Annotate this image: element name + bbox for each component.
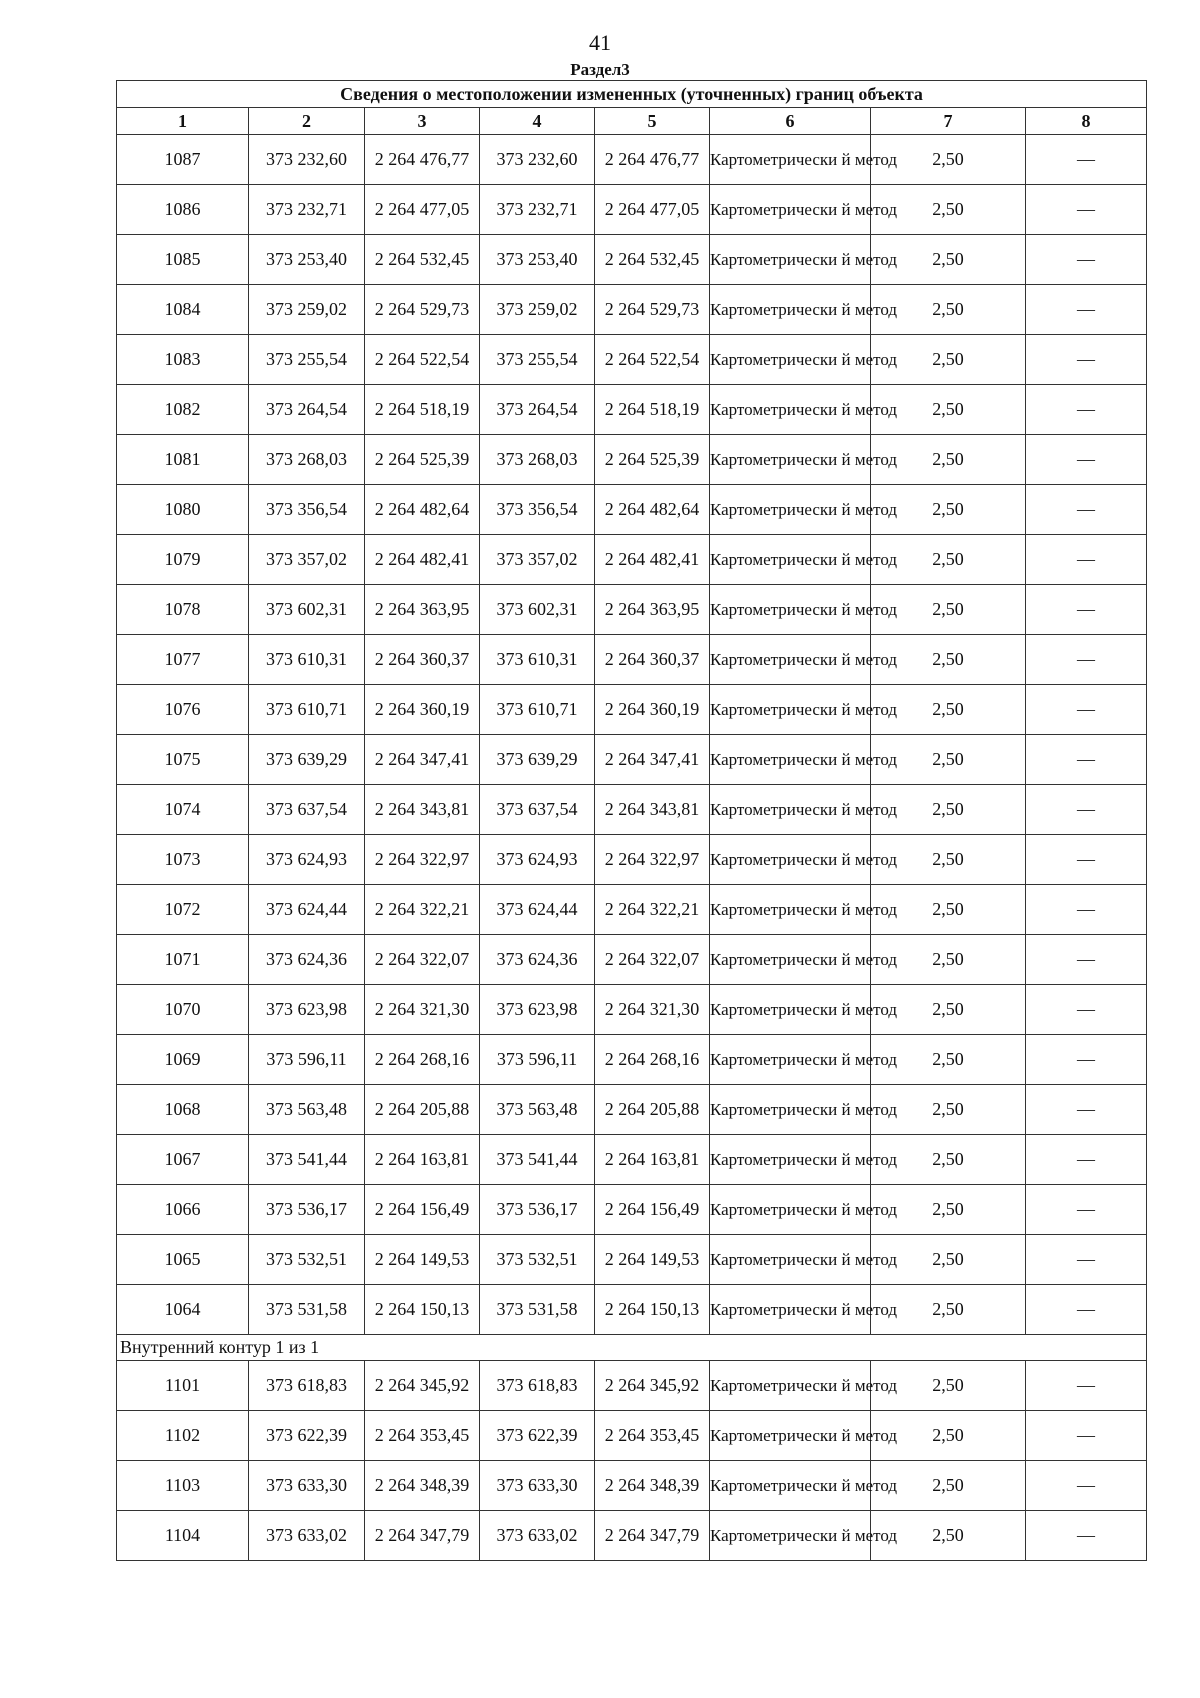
point-number-cell: 1084 (117, 285, 249, 335)
point-number-cell: 1074 (117, 785, 249, 835)
x-coordinate-new-cell: 373 596,11 (480, 1035, 595, 1085)
table-row (117, 585, 1147, 635)
y-coordinate-cell: 2 264 343,81 (365, 785, 480, 835)
x-coordinate-new-cell: 373 624,93 (480, 835, 595, 885)
y-coordinate-new-cell: 2 264 322,97 (595, 835, 710, 885)
x-coordinate-cell: 373 602,31 (249, 585, 365, 635)
accuracy-cell: 2,50 (871, 1511, 1026, 1561)
point-number-cell: 1072 (117, 885, 249, 935)
accuracy-cell: 2,50 (871, 1235, 1026, 1285)
column-header: 4 (480, 108, 595, 135)
x-coordinate-cell: 373 541,44 (249, 1135, 365, 1185)
table-row (117, 835, 1147, 885)
table-row (117, 1235, 1147, 1285)
y-coordinate-cell: 2 264 363,95 (365, 585, 480, 635)
method-cell: Картометрически й метод (710, 835, 871, 885)
point-number-cell: 1078 (117, 585, 249, 635)
method-cell: Картометрически й метод (710, 1235, 871, 1285)
method-cell: Картометрически й метод (710, 1135, 871, 1185)
point-number-cell: 1067 (117, 1135, 249, 1185)
method-cell: Картометрически й метод (710, 1411, 871, 1461)
x-coordinate-cell: 373 633,30 (249, 1461, 365, 1511)
x-coordinate-cell: 373 610,31 (249, 635, 365, 685)
table-row (117, 1285, 1147, 1335)
column-header: 2 (249, 108, 365, 135)
y-coordinate-new-cell: 2 264 518,19 (595, 385, 710, 435)
table-row (117, 1085, 1147, 1135)
y-coordinate-cell: 2 264 322,97 (365, 835, 480, 885)
description-cell: — (1026, 1135, 1147, 1185)
point-number-cell: 1087 (117, 135, 249, 185)
x-coordinate-cell: 373 633,02 (249, 1511, 365, 1561)
y-coordinate-new-cell: 2 264 322,07 (595, 935, 710, 985)
description-cell: — (1026, 1085, 1147, 1135)
y-coordinate-new-cell: 2 264 529,73 (595, 285, 710, 335)
accuracy-cell: 2,50 (871, 1461, 1026, 1511)
accuracy-cell: 2,50 (871, 235, 1026, 285)
method-cell: Картометрически й метод (710, 935, 871, 985)
description-cell: — (1026, 835, 1147, 885)
description-cell: — (1026, 1235, 1147, 1285)
x-coordinate-cell: 373 259,02 (249, 285, 365, 335)
y-coordinate-cell: 2 264 482,41 (365, 535, 480, 585)
point-number-cell: 1069 (117, 1035, 249, 1085)
description-cell: — (1026, 185, 1147, 235)
y-coordinate-new-cell: 2 264 347,41 (595, 735, 710, 785)
y-coordinate-cell: 2 264 522,54 (365, 335, 480, 385)
x-coordinate-new-cell: 373 232,71 (480, 185, 595, 235)
y-coordinate-new-cell: 2 264 347,79 (595, 1511, 710, 1561)
method-cell: Картометрически й метод (710, 885, 871, 935)
contour-label-row (117, 1335, 1147, 1361)
table-row (117, 1035, 1147, 1085)
x-coordinate-new-cell: 373 541,44 (480, 1135, 595, 1185)
accuracy-cell: 2,50 (871, 535, 1026, 585)
x-coordinate-new-cell: 373 623,98 (480, 985, 595, 1035)
point-number-cell: 1080 (117, 485, 249, 535)
y-coordinate-new-cell: 2 264 525,39 (595, 435, 710, 485)
x-coordinate-cell: 373 563,48 (249, 1085, 365, 1135)
y-coordinate-cell: 2 264 529,73 (365, 285, 480, 335)
table-row (117, 735, 1147, 785)
method-cell: Картометрически й метод (710, 1511, 871, 1561)
description-cell: — (1026, 135, 1147, 185)
y-coordinate-new-cell: 2 264 345,92 (595, 1361, 710, 1411)
description-cell: — (1026, 935, 1147, 985)
table-header-row (117, 108, 1147, 135)
point-number-cell: 1064 (117, 1285, 249, 1335)
x-coordinate-new-cell: 373 622,39 (480, 1411, 595, 1461)
y-coordinate-cell: 2 264 532,45 (365, 235, 480, 285)
x-coordinate-new-cell: 373 633,30 (480, 1461, 595, 1511)
x-coordinate-cell: 373 624,44 (249, 885, 365, 935)
point-number-cell: 1101 (117, 1361, 249, 1411)
table-row (117, 435, 1147, 485)
x-coordinate-new-cell: 373 610,31 (480, 635, 595, 685)
x-coordinate-new-cell: 373 259,02 (480, 285, 595, 335)
point-number-cell: 1086 (117, 185, 249, 235)
y-coordinate-cell: 2 264 477,05 (365, 185, 480, 235)
table-row (117, 385, 1147, 435)
description-cell: — (1026, 1035, 1147, 1085)
contour-label: Внутренний контур 1 из 1 (117, 1335, 1147, 1361)
description-cell: — (1026, 585, 1147, 635)
accuracy-cell: 2,50 (871, 435, 1026, 485)
description-cell: — (1026, 735, 1147, 785)
y-coordinate-cell: 2 264 150,13 (365, 1285, 480, 1335)
accuracy-cell: 2,50 (871, 585, 1026, 635)
x-coordinate-new-cell: 373 633,02 (480, 1511, 595, 1561)
table-row (117, 535, 1147, 585)
x-coordinate-new-cell: 373 356,54 (480, 485, 595, 535)
description-cell: — (1026, 535, 1147, 585)
x-coordinate-cell: 373 531,58 (249, 1285, 365, 1335)
table-row (117, 235, 1147, 285)
point-number-cell: 1066 (117, 1185, 249, 1235)
point-number-cell: 1073 (117, 835, 249, 885)
y-coordinate-new-cell: 2 264 532,45 (595, 235, 710, 285)
y-coordinate-new-cell: 2 264 163,81 (595, 1135, 710, 1185)
column-header: 1 (117, 108, 249, 135)
x-coordinate-new-cell: 373 531,58 (480, 1285, 595, 1335)
method-cell: Картометрически й метод (710, 1085, 871, 1135)
y-coordinate-new-cell: 2 264 149,53 (595, 1235, 710, 1285)
y-coordinate-new-cell: 2 264 477,05 (595, 185, 710, 235)
description-cell: — (1026, 685, 1147, 735)
table-row (117, 335, 1147, 385)
y-coordinate-cell: 2 264 347,79 (365, 1511, 480, 1561)
y-coordinate-cell: 2 264 149,53 (365, 1235, 480, 1285)
section-title: Раздел3 (570, 60, 630, 79)
y-coordinate-cell: 2 264 360,37 (365, 635, 480, 685)
method-cell: Картометрически й метод (710, 485, 871, 535)
method-cell: Картометрически й метод (710, 735, 871, 785)
y-coordinate-cell: 2 264 345,92 (365, 1361, 480, 1411)
accuracy-cell: 2,50 (871, 735, 1026, 785)
method-cell: Картометрически й метод (710, 685, 871, 735)
y-coordinate-new-cell: 2 264 268,16 (595, 1035, 710, 1085)
column-header: 7 (871, 108, 1026, 135)
accuracy-cell: 2,50 (871, 285, 1026, 335)
method-cell: Картометрически й метод (710, 585, 871, 635)
column-header: 5 (595, 108, 710, 135)
method-cell: Картометрически й метод (710, 1035, 871, 1085)
x-coordinate-new-cell: 373 532,51 (480, 1235, 595, 1285)
x-coordinate-cell: 373 264,54 (249, 385, 365, 435)
method-cell: Картометрически й метод (710, 385, 871, 435)
y-coordinate-new-cell: 2 264 360,37 (595, 635, 710, 685)
table-row (117, 685, 1147, 735)
table-row (117, 885, 1147, 935)
method-cell: Картометрически й метод (710, 285, 871, 335)
table-body (117, 81, 1147, 1561)
x-coordinate-cell: 373 232,60 (249, 135, 365, 185)
x-coordinate-new-cell: 373 563,48 (480, 1085, 595, 1135)
y-coordinate-new-cell: 2 264 522,54 (595, 335, 710, 385)
x-coordinate-new-cell: 373 618,83 (480, 1361, 595, 1411)
y-coordinate-cell: 2 264 476,77 (365, 135, 480, 185)
accuracy-cell: 2,50 (871, 1185, 1026, 1235)
table-row (117, 185, 1147, 235)
method-cell: Картометрически й метод (710, 235, 871, 285)
x-coordinate-cell: 373 255,54 (249, 335, 365, 385)
accuracy-cell: 2,50 (871, 1285, 1026, 1335)
x-coordinate-cell: 373 610,71 (249, 685, 365, 735)
x-coordinate-new-cell: 373 253,40 (480, 235, 595, 285)
table-row (117, 1135, 1147, 1185)
boundary-coordinates-table (116, 80, 1147, 1561)
x-coordinate-new-cell: 373 624,44 (480, 885, 595, 935)
point-number-cell: 1076 (117, 685, 249, 735)
table-row (117, 935, 1147, 985)
accuracy-cell: 2,50 (871, 985, 1026, 1035)
method-cell: Картометрически й метод (710, 1361, 871, 1411)
description-cell: — (1026, 235, 1147, 285)
point-number-cell: 1083 (117, 335, 249, 385)
accuracy-cell: 2,50 (871, 885, 1026, 935)
y-coordinate-cell: 2 264 322,07 (365, 935, 480, 985)
accuracy-cell: 2,50 (871, 385, 1026, 435)
y-coordinate-new-cell: 2 264 156,49 (595, 1185, 710, 1235)
x-coordinate-cell: 373 232,71 (249, 185, 365, 235)
y-coordinate-cell: 2 264 163,81 (365, 1135, 480, 1185)
method-cell: Картометрически й метод (710, 135, 871, 185)
y-coordinate-cell: 2 264 360,19 (365, 685, 480, 735)
x-coordinate-cell: 373 624,36 (249, 935, 365, 985)
description-cell: — (1026, 1361, 1147, 1411)
accuracy-cell: 2,50 (871, 1411, 1026, 1461)
x-coordinate-cell: 373 623,98 (249, 985, 365, 1035)
point-number-cell: 1070 (117, 985, 249, 1035)
table-row (117, 785, 1147, 835)
y-coordinate-new-cell: 2 264 360,19 (595, 685, 710, 735)
table-row (117, 1185, 1147, 1235)
x-coordinate-cell: 373 268,03 (249, 435, 365, 485)
page-number: 41 (589, 30, 611, 55)
method-cell: Картометрически й метод (710, 185, 871, 235)
point-number-cell: 1071 (117, 935, 249, 985)
x-coordinate-new-cell: 373 264,54 (480, 385, 595, 435)
y-coordinate-new-cell: 2 264 482,64 (595, 485, 710, 535)
table-row (117, 985, 1147, 1035)
y-coordinate-cell: 2 264 156,49 (365, 1185, 480, 1235)
accuracy-cell: 2,50 (871, 135, 1026, 185)
y-coordinate-new-cell: 2 264 348,39 (595, 1461, 710, 1511)
y-coordinate-cell: 2 264 347,41 (365, 735, 480, 785)
x-coordinate-new-cell: 373 357,02 (480, 535, 595, 585)
x-coordinate-new-cell: 373 255,54 (480, 335, 595, 385)
accuracy-cell: 2,50 (871, 835, 1026, 885)
x-coordinate-new-cell: 373 232,60 (480, 135, 595, 185)
x-coordinate-cell: 373 622,39 (249, 1411, 365, 1461)
description-cell: — (1026, 635, 1147, 685)
description-cell: — (1026, 985, 1147, 1035)
x-coordinate-new-cell: 373 624,36 (480, 935, 595, 985)
table-caption: Сведения о местоположении измененных (уточненных) границ объекта (117, 81, 1147, 108)
y-coordinate-new-cell: 2 264 205,88 (595, 1085, 710, 1135)
y-coordinate-new-cell: 2 264 150,13 (595, 1285, 710, 1335)
x-coordinate-cell: 373 624,93 (249, 835, 365, 885)
table-row (117, 1511, 1147, 1561)
method-cell: Картометрически й метод (710, 1285, 871, 1335)
description-cell: — (1026, 1511, 1147, 1561)
method-cell: Картометрически й метод (710, 1185, 871, 1235)
description-cell: — (1026, 785, 1147, 835)
y-coordinate-cell: 2 264 353,45 (365, 1411, 480, 1461)
point-number-cell: 1068 (117, 1085, 249, 1135)
description-cell: — (1026, 1285, 1147, 1335)
accuracy-cell: 2,50 (871, 785, 1026, 835)
method-cell: Картометрически й метод (710, 635, 871, 685)
x-coordinate-cell: 373 639,29 (249, 735, 365, 785)
x-coordinate-new-cell: 373 610,71 (480, 685, 595, 735)
point-number-cell: 1082 (117, 385, 249, 435)
x-coordinate-cell: 373 536,17 (249, 1185, 365, 1235)
method-cell: Картометрически й метод (710, 1461, 871, 1511)
point-number-cell: 1081 (117, 435, 249, 485)
table-caption-row (117, 81, 1147, 108)
x-coordinate-new-cell: 373 637,54 (480, 785, 595, 835)
x-coordinate-cell: 373 532,51 (249, 1235, 365, 1285)
description-cell: — (1026, 1411, 1147, 1461)
method-cell: Картометрически й метод (710, 785, 871, 835)
method-cell: Картометрически й метод (710, 435, 871, 485)
y-coordinate-new-cell: 2 264 476,77 (595, 135, 710, 185)
x-coordinate-cell: 373 637,54 (249, 785, 365, 835)
accuracy-cell: 2,50 (871, 485, 1026, 535)
x-coordinate-cell: 373 253,40 (249, 235, 365, 285)
point-number-cell: 1075 (117, 735, 249, 785)
description-cell: — (1026, 1461, 1147, 1511)
description-cell: — (1026, 435, 1147, 485)
y-coordinate-cell: 2 264 321,30 (365, 985, 480, 1035)
y-coordinate-new-cell: 2 264 482,41 (595, 535, 710, 585)
description-cell: — (1026, 335, 1147, 385)
y-coordinate-new-cell: 2 264 322,21 (595, 885, 710, 935)
table-row (117, 1461, 1147, 1511)
x-coordinate-cell: 373 356,54 (249, 485, 365, 535)
description-cell: — (1026, 485, 1147, 535)
y-coordinate-cell: 2 264 525,39 (365, 435, 480, 485)
point-number-cell: 1103 (117, 1461, 249, 1511)
description-cell: — (1026, 1185, 1147, 1235)
accuracy-cell: 2,50 (871, 1361, 1026, 1411)
point-number-cell: 1102 (117, 1411, 249, 1461)
y-coordinate-new-cell: 2 264 353,45 (595, 1411, 710, 1461)
point-number-cell: 1077 (117, 635, 249, 685)
y-coordinate-cell: 2 264 268,16 (365, 1035, 480, 1085)
y-coordinate-new-cell: 2 264 363,95 (595, 585, 710, 635)
x-coordinate-cell: 373 596,11 (249, 1035, 365, 1085)
description-cell: — (1026, 885, 1147, 935)
accuracy-cell: 2,50 (871, 685, 1026, 735)
description-cell: — (1026, 285, 1147, 335)
description-cell: — (1026, 385, 1147, 435)
method-cell: Картометрически й метод (710, 985, 871, 1035)
table-row (117, 1361, 1147, 1411)
column-header: 3 (365, 108, 480, 135)
accuracy-cell: 2,50 (871, 1035, 1026, 1085)
accuracy-cell: 2,50 (871, 635, 1026, 685)
y-coordinate-new-cell: 2 264 321,30 (595, 985, 710, 1035)
x-coordinate-new-cell: 373 268,03 (480, 435, 595, 485)
accuracy-cell: 2,50 (871, 1135, 1026, 1185)
x-coordinate-new-cell: 373 639,29 (480, 735, 595, 785)
y-coordinate-cell: 2 264 205,88 (365, 1085, 480, 1135)
x-coordinate-new-cell: 373 602,31 (480, 585, 595, 635)
y-coordinate-cell: 2 264 322,21 (365, 885, 480, 935)
column-header: 8 (1026, 108, 1147, 135)
x-coordinate-new-cell: 373 536,17 (480, 1185, 595, 1235)
accuracy-cell: 2,50 (871, 935, 1026, 985)
accuracy-cell: 2,50 (871, 335, 1026, 385)
x-coordinate-cell: 373 618,83 (249, 1361, 365, 1411)
point-number-cell: 1079 (117, 535, 249, 585)
y-coordinate-cell: 2 264 482,64 (365, 485, 480, 535)
table-row (117, 635, 1147, 685)
table-row (117, 485, 1147, 535)
accuracy-cell: 2,50 (871, 185, 1026, 235)
point-number-cell: 1065 (117, 1235, 249, 1285)
method-cell: Картометрически й метод (710, 335, 871, 385)
point-number-cell: 1085 (117, 235, 249, 285)
y-coordinate-new-cell: 2 264 343,81 (595, 785, 710, 835)
point-number-cell: 1104 (117, 1511, 249, 1561)
x-coordinate-cell: 373 357,02 (249, 535, 365, 585)
table-row (117, 1411, 1147, 1461)
table-row (117, 135, 1147, 185)
accuracy-cell: 2,50 (871, 1085, 1026, 1135)
table-row (117, 285, 1147, 335)
method-cell: Картометрически й метод (710, 535, 871, 585)
y-coordinate-cell: 2 264 518,19 (365, 385, 480, 435)
column-header: 6 (710, 108, 871, 135)
y-coordinate-cell: 2 264 348,39 (365, 1461, 480, 1511)
